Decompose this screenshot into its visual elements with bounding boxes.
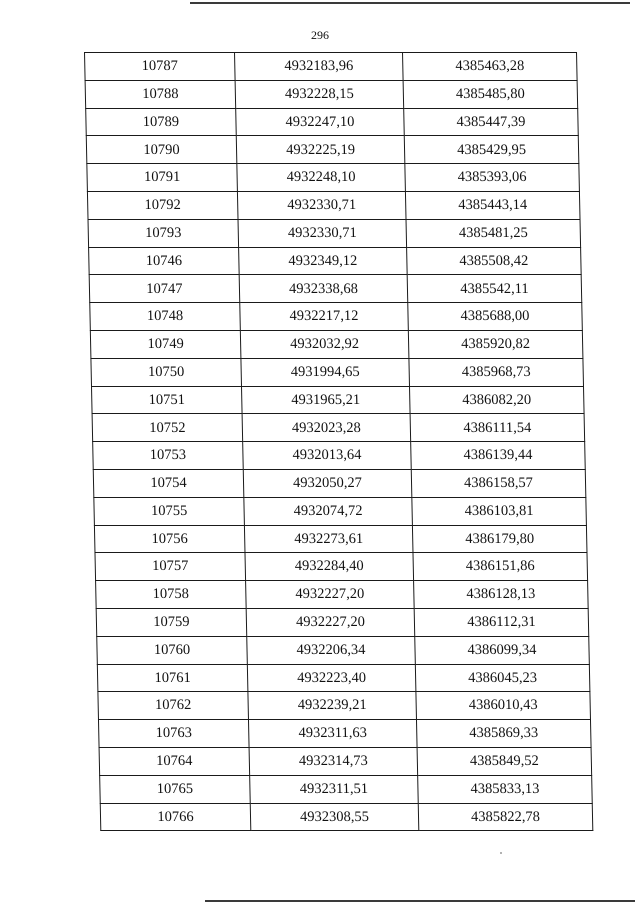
table-row — [93, 442, 586, 470]
y-coordinate-cell: 4385869,33 — [416, 720, 591, 748]
table-row — [91, 386, 584, 414]
y-coordinate-cell: 4385688,00 — [408, 303, 583, 331]
x-coordinate-cell: 4932074,72 — [244, 497, 413, 525]
y-coordinate-cell: 4386010,43 — [416, 692, 591, 720]
x-coordinate-cell: 4932227,20 — [246, 608, 415, 636]
x-coordinate-cell: 4932338,68 — [239, 275, 408, 303]
x-coordinate-cell: 4932228,15 — [235, 80, 404, 108]
x-coordinate-cell: 4932050,27 — [243, 469, 412, 497]
x-coordinate-cell: 4932311,63 — [248, 720, 417, 748]
table-row — [94, 497, 587, 525]
point-id-cell: 10748 — [90, 303, 241, 331]
table-row — [89, 247, 582, 275]
y-coordinate-cell: 4385447,39 — [404, 108, 579, 136]
table-row — [95, 553, 588, 581]
point-id-cell: 10751 — [91, 386, 242, 414]
x-coordinate-cell: 4932223,40 — [247, 664, 416, 692]
point-id-cell: 10790 — [86, 136, 237, 164]
x-coordinate-cell: 4931994,65 — [241, 358, 410, 386]
y-coordinate-cell: 4385968,73 — [409, 358, 584, 386]
y-coordinate-cell: 4385822,78 — [418, 803, 593, 831]
x-coordinate-cell: 4932032,92 — [240, 330, 409, 358]
x-coordinate-cell: 4932247,10 — [236, 108, 405, 136]
table-row — [86, 136, 579, 164]
coordinates-table-container — [84, 52, 592, 831]
point-id-cell: 10792 — [87, 191, 238, 219]
x-coordinate-cell: 4932206,34 — [247, 636, 416, 664]
y-coordinate-cell: 4385393,06 — [405, 164, 580, 192]
table-row — [100, 775, 593, 803]
y-coordinate-cell: 4386099,34 — [415, 636, 590, 664]
x-coordinate-cell: 4932023,28 — [242, 414, 411, 442]
point-id-cell: 10749 — [90, 330, 241, 358]
table-row — [85, 53, 578, 81]
x-coordinate-cell: 4931965,21 — [241, 386, 410, 414]
table-row — [88, 219, 581, 247]
point-id-cell: 10750 — [91, 358, 242, 386]
x-coordinate-cell: 4932225,19 — [236, 136, 405, 164]
point-id-cell: 10764 — [99, 747, 250, 775]
table-row — [98, 720, 591, 748]
y-coordinate-cell: 4386151,86 — [413, 553, 588, 581]
y-coordinate-cell: 4385443,14 — [405, 191, 580, 219]
scan-speck — [500, 852, 502, 854]
x-coordinate-cell: 4932239,21 — [248, 692, 417, 720]
y-coordinate-cell: 4385485,80 — [403, 80, 578, 108]
y-coordinate-cell: 4386139,44 — [411, 442, 586, 470]
y-coordinate-cell: 4386112,31 — [414, 608, 589, 636]
point-id-cell: 10746 — [89, 247, 240, 275]
y-coordinate-cell: 4386082,20 — [409, 386, 584, 414]
table-row — [89, 275, 582, 303]
table-row — [99, 747, 592, 775]
point-id-cell: 10752 — [92, 414, 243, 442]
x-coordinate-cell: 4932227,20 — [246, 581, 415, 609]
x-coordinate-cell: 4932330,71 — [237, 191, 406, 219]
table-row — [87, 191, 580, 219]
y-coordinate-cell: 4386128,13 — [414, 581, 589, 609]
coordinates-table-body — [85, 53, 593, 831]
point-id-cell: 10793 — [88, 219, 239, 247]
point-id-cell: 10763 — [98, 720, 249, 748]
point-id-cell: 10788 — [85, 80, 236, 108]
y-coordinate-cell: 4385920,82 — [408, 330, 583, 358]
x-coordinate-cell: 4932217,12 — [240, 303, 409, 331]
point-id-cell: 10766 — [100, 803, 251, 831]
table-row — [96, 581, 589, 609]
y-coordinate-cell: 4385463,28 — [403, 53, 578, 81]
y-coordinate-cell: 4385833,13 — [418, 775, 593, 803]
point-id-cell: 10762 — [98, 692, 249, 720]
x-coordinate-cell: 4932311,51 — [250, 775, 419, 803]
table-row — [98, 692, 591, 720]
point-id-cell: 10756 — [94, 525, 245, 553]
table-row — [97, 636, 590, 664]
point-id-cell: 10755 — [94, 497, 245, 525]
table-row — [90, 330, 583, 358]
y-coordinate-cell: 4385481,25 — [406, 219, 581, 247]
table-row — [86, 108, 579, 136]
coordinates-table — [84, 52, 593, 831]
table-row — [94, 525, 587, 553]
point-id-cell: 10789 — [86, 108, 237, 136]
point-id-cell: 10759 — [96, 608, 247, 636]
table-row — [90, 303, 583, 331]
x-coordinate-cell: 4932013,64 — [243, 442, 412, 470]
y-coordinate-cell: 4386111,54 — [410, 414, 585, 442]
x-coordinate-cell: 4932284,40 — [245, 553, 414, 581]
point-id-cell: 10757 — [95, 553, 246, 581]
y-coordinate-cell: 4385542,11 — [407, 275, 582, 303]
x-coordinate-cell: 4932314,73 — [249, 747, 418, 775]
y-coordinate-cell: 4385429,95 — [404, 136, 579, 164]
x-coordinate-cell: 4932273,61 — [244, 525, 413, 553]
table-row — [91, 358, 584, 386]
point-id-cell: 10760 — [97, 636, 248, 664]
x-coordinate-cell: 4932248,10 — [237, 164, 406, 192]
x-coordinate-cell: 4932308,55 — [250, 803, 419, 831]
page-number: 296 — [311, 28, 329, 42]
point-id-cell: 10791 — [87, 164, 238, 192]
x-coordinate-cell: 4932183,96 — [235, 53, 404, 81]
y-coordinate-cell: 4385508,42 — [407, 247, 582, 275]
y-coordinate-cell: 4386045,23 — [415, 664, 590, 692]
table-row — [93, 469, 586, 497]
scan-edge-top — [190, 2, 630, 4]
point-id-cell: 10761 — [97, 664, 248, 692]
y-coordinate-cell: 4386158,57 — [411, 469, 586, 497]
table-row — [96, 608, 589, 636]
y-coordinate-cell: 4386103,81 — [412, 497, 587, 525]
point-id-cell: 10754 — [93, 469, 244, 497]
y-coordinate-cell: 4386179,80 — [412, 525, 587, 553]
scan-edge-bottom — [205, 900, 635, 902]
table-row — [85, 80, 578, 108]
point-id-cell: 10787 — [85, 53, 236, 81]
point-id-cell: 10753 — [93, 442, 244, 470]
table-row — [100, 803, 593, 831]
point-id-cell: 10765 — [100, 775, 251, 803]
point-id-cell: 10747 — [89, 275, 240, 303]
point-id-cell: 10758 — [96, 581, 247, 609]
y-coordinate-cell: 4385849,52 — [417, 747, 592, 775]
table-row — [87, 164, 580, 192]
x-coordinate-cell: 4932330,71 — [238, 219, 407, 247]
table-row — [97, 664, 590, 692]
x-coordinate-cell: 4932349,12 — [239, 247, 408, 275]
table-row — [92, 414, 585, 442]
